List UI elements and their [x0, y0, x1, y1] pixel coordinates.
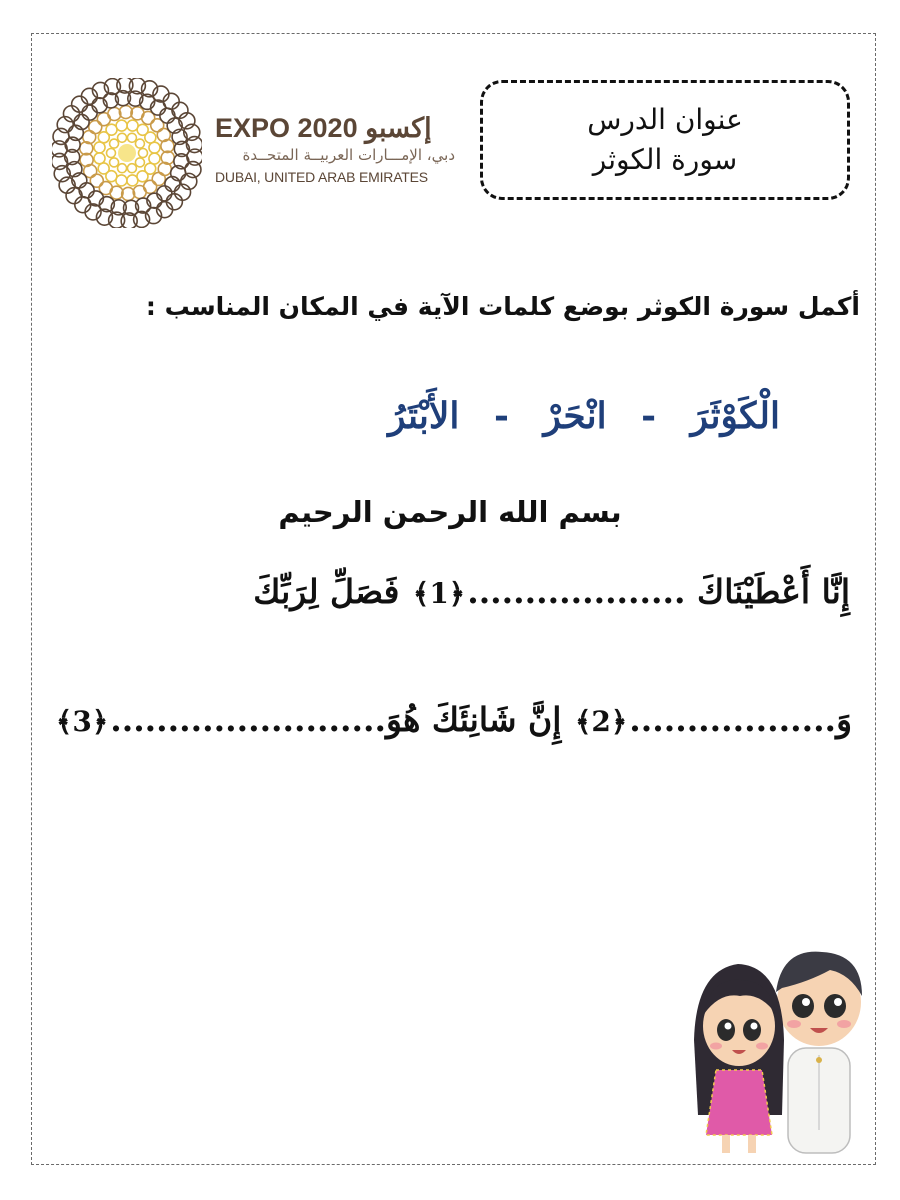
answer-blank[interactable]: ...................	[467, 572, 686, 611]
expo-logo-english: DUBAI, UNITED ARAB EMIRATES	[215, 169, 428, 185]
answer-blank[interactable]: ........................	[110, 700, 386, 739]
expo-logo-arabic: دبي، الإمـــارات العربيــة المتحــدة	[242, 146, 455, 164]
verse-number-mark: ﴿1﴾	[412, 577, 466, 610]
verse-text: وَ	[836, 700, 852, 739]
emblem-ring-circle	[135, 139, 144, 148]
verse-text: إِنَّ شَانِئَكَ هُوَ	[385, 700, 562, 739]
boy-figure	[776, 952, 862, 1153]
answer-blank[interactable]: ..................	[629, 700, 837, 739]
word-bank	[130, 395, 780, 437]
emblem-ring-circle	[72, 96, 88, 112]
children-illustration	[690, 930, 880, 1160]
emblem-ring-circle	[116, 120, 127, 131]
emblem-ring-circle	[127, 133, 136, 142]
word-separator: -	[641, 395, 657, 437]
emblem-ring-circle	[139, 149, 148, 158]
basmala: بسم الله الرحمن الرحيم	[278, 495, 622, 529]
word-separator: -	[493, 395, 509, 437]
verse-text: إِنَّا أَعْطَيْنَاكَ	[697, 572, 850, 611]
emblem-ring-circle	[83, 131, 96, 144]
emblem-ring-circle	[107, 149, 116, 158]
expo-emblem-icon	[52, 78, 202, 228]
emblem-ring-circle	[94, 153, 105, 164]
verse-text: فَصَلِّ لِرَبِّكَ	[253, 572, 400, 611]
emblem-ring-circle	[127, 164, 136, 173]
emblem-ring-circle	[118, 133, 127, 142]
emblem-ring-circle	[149, 142, 160, 153]
verse-line-1	[10, 572, 850, 611]
emblem-ring-circle	[127, 175, 138, 186]
verse-line-2	[12, 700, 852, 739]
emblem-ring-circle	[152, 172, 165, 185]
emblem-ring-circle	[157, 186, 172, 201]
lesson-title-box	[480, 80, 850, 200]
emblem-core	[118, 144, 136, 162]
word-bank-word: الأَبْتَرُ	[388, 395, 460, 437]
emblem-ring-circle	[166, 194, 182, 210]
emblem-ring-circle	[118, 164, 127, 173]
word-bank-word: انْحَرْ	[543, 395, 607, 437]
expo-logo-title: EXPO 2020 إكسبو	[215, 113, 432, 143]
emblem-ring-circle	[135, 158, 144, 167]
emblem-ring-circle	[89, 121, 102, 134]
instruction-text: أكمل سورة الكوثر بوضع كلمات الآية في المكان المناسب :	[145, 292, 860, 321]
emblem-ring-circle	[110, 139, 119, 148]
lesson-title-value: سورة الكوثر	[592, 143, 738, 176]
expo-logo-text	[215, 112, 465, 188]
word-bank-word: الْكَوْثَرَ	[690, 395, 780, 437]
verse-number-mark: ﴿2﴾	[574, 705, 628, 738]
lesson-title-label: عنوان الدرس	[587, 103, 743, 136]
emblem-ring-circle	[110, 158, 119, 167]
verse-number-mark: ﴿3﴾	[55, 705, 109, 738]
emblem-ring-circle	[82, 105, 97, 120]
girl-figure	[694, 964, 784, 1153]
